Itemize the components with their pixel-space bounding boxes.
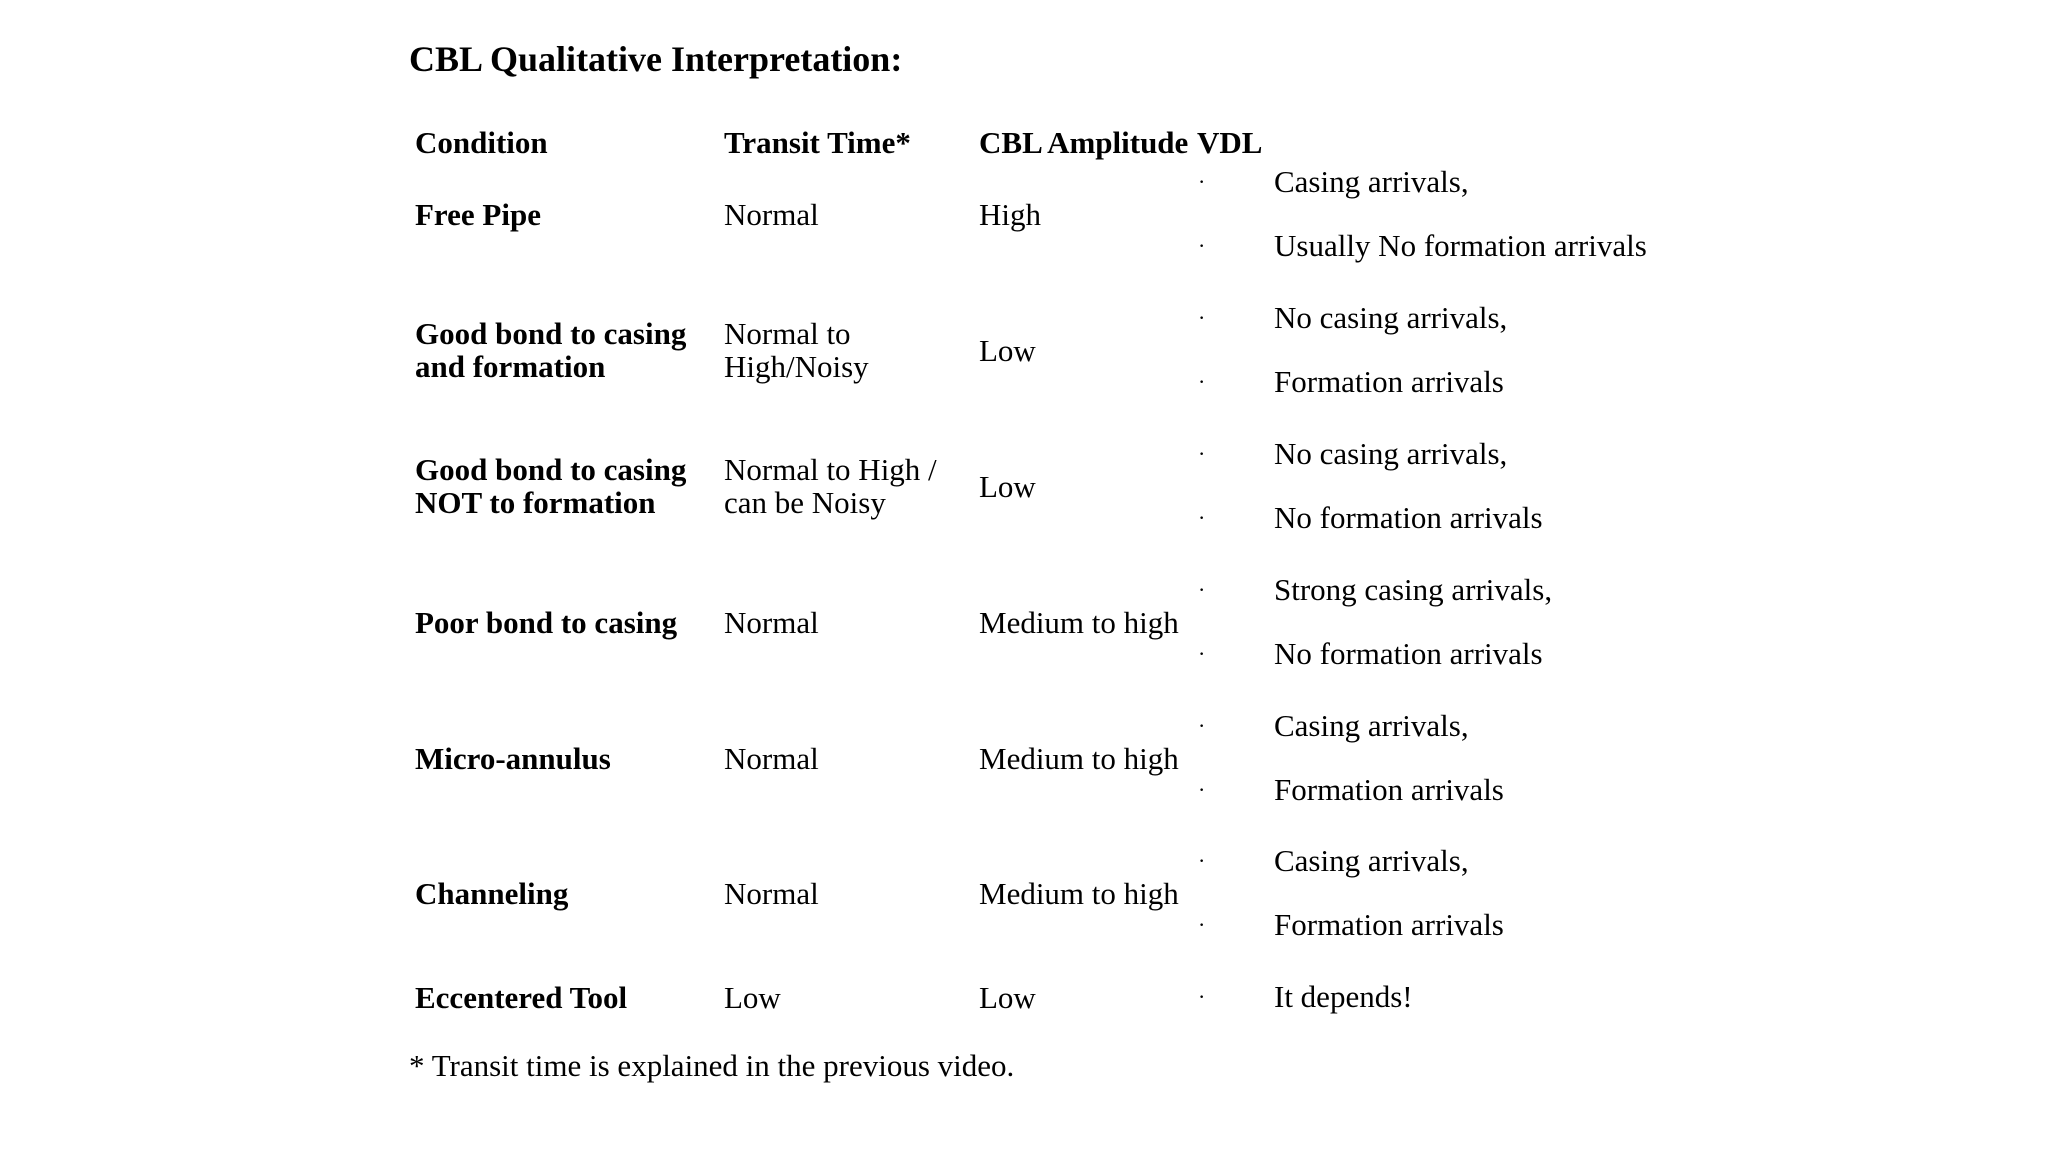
bullet: · [1198, 912, 1206, 937]
vdl-text: No casing arrivals, [1274, 300, 1508, 335]
footnote: * Transit time is explained in the previous video. [409, 1048, 1015, 1083]
condition-cell: Channeling [415, 875, 569, 911]
transit-time-cell: Normal to High/Noisy [724, 316, 869, 384]
vdl-cell [1198, 299, 1898, 401]
vdl-cell [1198, 571, 1898, 673]
vdl-cell [1198, 842, 1898, 944]
header-cbl-amplitude: CBL Amplitude [979, 125, 1189, 160]
table-row [0, 435, 2048, 537]
bullet: · [1198, 577, 1206, 602]
cbl-amplitude-cell: Low [979, 332, 1036, 368]
table-row [0, 163, 2048, 265]
cbl-amplitude-cell: High [979, 196, 1041, 232]
bullet: · [1198, 169, 1206, 194]
header-condition: Condition [415, 125, 548, 160]
table-row [0, 299, 2048, 401]
vdl-item [1198, 906, 1898, 944]
bullet: · [1198, 713, 1206, 738]
vdl-item [1198, 842, 1898, 880]
bullet: · [1198, 233, 1206, 258]
vdl-text: It depends! [1274, 979, 1413, 1014]
table-row [0, 571, 2048, 673]
vdl-item [1198, 363, 1898, 401]
condition-cell: Free Pipe [415, 196, 541, 232]
vdl-text: No formation arrivals [1274, 636, 1543, 671]
vdl-item [1198, 571, 1898, 609]
transit-time-cell: Normal [724, 604, 819, 640]
transit-time-cell: Low [724, 979, 781, 1015]
condition-cell: Eccentered Tool [415, 979, 628, 1015]
cbl-amplitude-cell: Medium to high [979, 875, 1179, 911]
bullet: · [1198, 848, 1206, 873]
vdl-item [1198, 635, 1898, 673]
bullet: · [1198, 305, 1206, 330]
vdl-item [1198, 707, 1898, 745]
transit-time-cell: Normal to High / can be Noisy [724, 452, 937, 520]
bullet: · [1198, 441, 1206, 466]
vdl-text: No formation arrivals [1274, 500, 1543, 535]
vdl-item [1198, 299, 1898, 337]
vdl-cell [1198, 163, 1898, 265]
vdl-item [1198, 163, 1898, 201]
transit-time-cell: Normal [724, 740, 819, 776]
vdl-cell [1198, 977, 1898, 1017]
vdl-text: No casing arrivals, [1274, 436, 1508, 471]
table-row [0, 842, 2048, 944]
page-title: CBL Qualitative Interpretation: [409, 39, 903, 79]
bullet: · [1198, 777, 1206, 802]
vdl-text: Strong casing arrivals, [1274, 572, 1553, 607]
cbl-amplitude-cell: Medium to high [979, 604, 1179, 640]
vdl-text: Formation arrivals [1274, 364, 1504, 399]
header-transit-time: Transit Time* [724, 125, 911, 160]
vdl-text: Formation arrivals [1274, 907, 1504, 942]
condition-cell: Good bond to casing NOT to formation [415, 452, 687, 520]
bullet: · [1198, 984, 1206, 1009]
vdl-item [1198, 771, 1898, 809]
vdl-item [1198, 978, 1898, 1016]
vdl-cell [1198, 435, 1898, 537]
vdl-item [1198, 435, 1898, 473]
vdl-text: Casing arrivals, [1274, 843, 1469, 878]
vdl-text: Formation arrivals [1274, 772, 1504, 807]
transit-time-cell: Normal [724, 196, 819, 232]
bullet: · [1198, 641, 1206, 666]
bullet: · [1198, 369, 1206, 394]
condition-cell: Poor bond to casing [415, 604, 678, 640]
header-vdl: VDL [1197, 125, 1263, 160]
table-row [0, 707, 2048, 809]
vdl-item [1198, 227, 1898, 265]
vdl-text: Usually No formation arrivals [1274, 228, 1647, 263]
vdl-text: Casing arrivals, [1274, 164, 1469, 199]
vdl-item [1198, 499, 1898, 537]
condition-cell: Good bond to casing and formation [415, 316, 687, 384]
cbl-amplitude-cell: Low [979, 468, 1036, 504]
transit-time-cell: Normal [724, 875, 819, 911]
cbl-amplitude-cell: Medium to high [979, 740, 1179, 776]
vdl-cell [1198, 707, 1898, 809]
table-row [0, 977, 2048, 1017]
bullet: · [1198, 505, 1206, 530]
cbl-amplitude-cell: Low [979, 979, 1036, 1015]
condition-cell: Micro-annulus [415, 740, 611, 776]
vdl-text: Casing arrivals, [1274, 708, 1469, 743]
